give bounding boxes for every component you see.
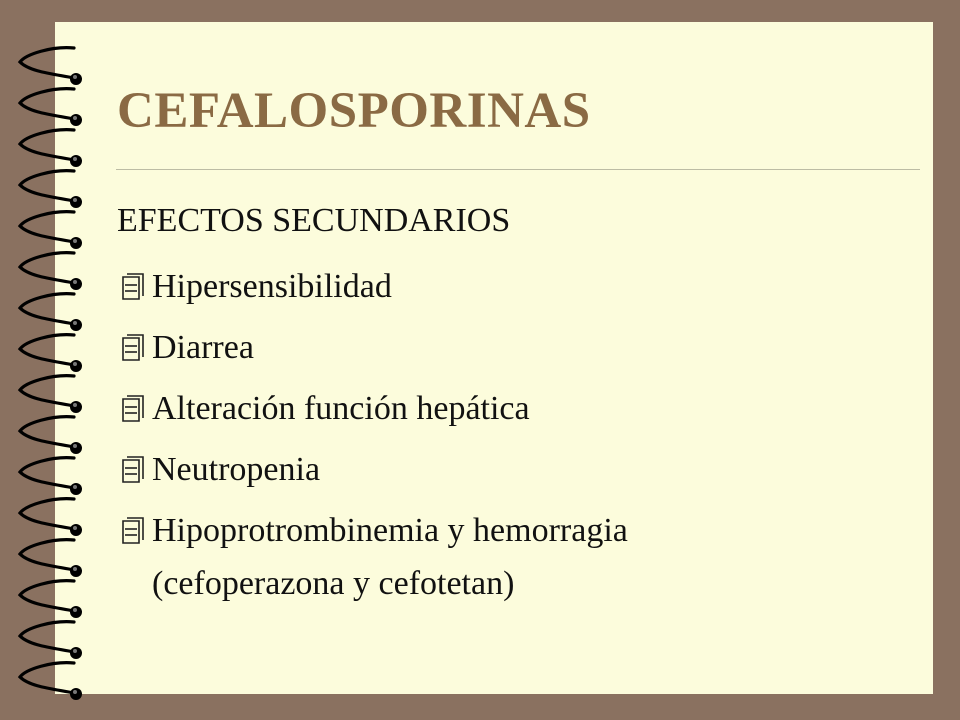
binding-ring	[20, 212, 82, 249]
notepad-bullet-icon	[117, 454, 147, 486]
binding-ring	[20, 581, 82, 618]
list-item-label: Alteración función hepática	[152, 390, 530, 427]
binding-ring	[20, 499, 82, 536]
binding-ring	[20, 458, 82, 495]
binding-ring	[20, 130, 82, 167]
notepad-bullet-icon	[117, 271, 147, 303]
notepad-bullet-icon	[117, 515, 147, 547]
binding-ring	[20, 253, 82, 290]
binding-ring	[20, 48, 82, 85]
binding-ring	[20, 335, 82, 372]
binding-ring	[20, 376, 82, 413]
binding-ring	[20, 294, 82, 331]
list-item-label: Hipersensibilidad	[152, 268, 392, 305]
notepad-bullet-icon	[117, 393, 147, 425]
slide-title: CEFALOSPORINAS	[117, 83, 591, 139]
binding-ring	[20, 417, 82, 454]
title-divider	[116, 169, 920, 170]
binding-ring	[20, 171, 82, 208]
binding-ring	[20, 89, 82, 126]
notepad-bullet-icon	[117, 332, 147, 364]
binding-ring	[20, 622, 82, 659]
section-heading: EFECTOS SECUNDARIOS	[117, 202, 511, 239]
binding-ring	[20, 663, 82, 700]
list-item-label: Neutropenia	[152, 451, 321, 488]
binding-ring	[20, 540, 82, 577]
list-item-label: Hipoprotrombinemia y hemorragia	[152, 512, 628, 549]
list-item-label: Diarrea	[152, 329, 254, 366]
spiral-binding	[0, 0, 110, 720]
list-item-label-continuation: (cefoperazona y cefotetan)	[152, 565, 515, 602]
